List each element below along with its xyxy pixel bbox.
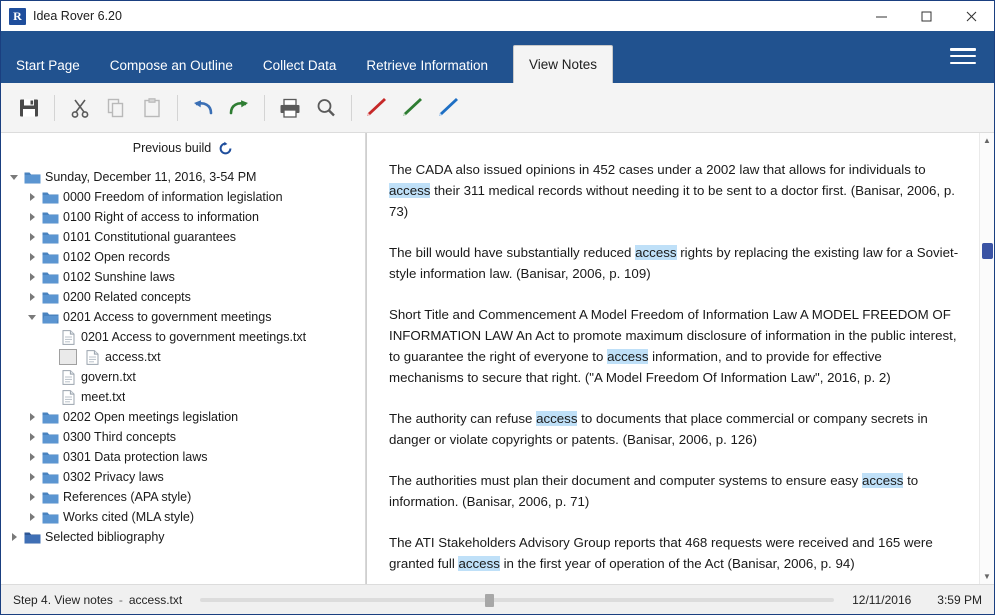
twisty-collapsed-icon[interactable] xyxy=(25,490,39,504)
scroll-up-arrow-icon[interactable]: ▲ xyxy=(983,136,991,145)
folder-icon xyxy=(41,229,59,245)
toolbar-divider xyxy=(177,95,178,121)
folder-icon xyxy=(23,169,41,185)
status-bar xyxy=(1,584,994,614)
tree-node-label: 0000 Freedom of information legislation xyxy=(63,190,283,204)
hamburger-menu-icon[interactable] xyxy=(950,45,976,67)
toolbar-divider xyxy=(351,95,352,121)
tree-node-label: 0102 Sunshine laws xyxy=(63,270,175,284)
twisty-collapsed-icon[interactable] xyxy=(25,470,39,484)
ribbon-tab-bar xyxy=(1,31,994,83)
note-text: in the first year of operation of the Act (Banisar, 2006, p. 94) xyxy=(499,556,855,571)
twisty-collapsed-icon[interactable] xyxy=(25,450,39,464)
note-paragraph xyxy=(389,532,960,574)
tree-node[interactable] xyxy=(1,267,365,287)
highlighted-keyword: access xyxy=(607,349,649,364)
highlighted-keyword: access xyxy=(536,411,578,426)
redo-button[interactable] xyxy=(221,90,257,126)
tree-node[interactable] xyxy=(1,227,365,247)
note-text: The bill would have substantially reduced xyxy=(389,245,636,260)
copy-button[interactable] xyxy=(98,90,134,126)
paste-button[interactable] xyxy=(134,90,170,126)
tree-node-label: 0100 Right of access to information xyxy=(63,210,259,224)
note-text: to information. (Banisar, 2006, p. 71) xyxy=(389,473,919,509)
document-tree[interactable] xyxy=(1,159,365,584)
tree-node[interactable] xyxy=(1,287,365,307)
folder-icon xyxy=(41,469,59,485)
status-separator: - xyxy=(118,592,123,607)
note-text: The authority can refuse xyxy=(389,411,537,426)
folder-icon xyxy=(41,509,59,525)
tree-node[interactable] xyxy=(1,327,365,347)
selection-marker xyxy=(59,349,77,365)
highlight-blue-button[interactable] xyxy=(431,90,467,126)
twisty-collapsed-icon[interactable] xyxy=(7,530,21,544)
note-paragraph xyxy=(389,304,960,388)
undo-button[interactable] xyxy=(185,90,221,126)
tree-node-label: 0302 Privacy laws xyxy=(63,470,164,484)
tree-node[interactable] xyxy=(1,387,365,407)
twisty-collapsed-icon[interactable] xyxy=(25,230,39,244)
tab-compose-an-outline[interactable]: Compose an Outline xyxy=(109,57,233,73)
notes-vertical-scrollbar[interactable] xyxy=(979,133,994,584)
twisty-collapsed-icon[interactable] xyxy=(25,290,39,304)
tree-node-label: 0101 Constitutional guarantees xyxy=(63,230,237,244)
previous-build-header[interactable] xyxy=(1,133,365,159)
note-paragraph xyxy=(389,470,960,512)
text-file-icon xyxy=(83,349,101,365)
folder-icon xyxy=(41,429,59,445)
note-paragraph xyxy=(389,159,960,222)
tree-node[interactable] xyxy=(1,447,365,467)
tree-node[interactable] xyxy=(1,347,365,367)
twisty-collapsed-icon[interactable] xyxy=(25,190,39,204)
title-bar xyxy=(1,1,994,31)
folder-icon xyxy=(41,289,59,305)
tree-node[interactable] xyxy=(1,487,365,507)
main-content xyxy=(1,133,994,584)
note-text: Short Title and Commencement A Model Freedom of Information Law A MODEL FREEDOM OF INFORMATION LAW An Act to promote maximum disclosure of information in the public interest, to guarantee the right of everyone to xyxy=(389,307,957,364)
tree-node[interactable] xyxy=(1,207,365,227)
text-file-icon xyxy=(59,329,77,345)
tree-node[interactable] xyxy=(1,187,365,207)
scrollbar-thumb[interactable] xyxy=(982,243,993,259)
tree-node[interactable] xyxy=(1,507,365,527)
tree-node-label: Sunday, December 11, 2016, 3-54 PM xyxy=(45,170,257,184)
notes-text-area[interactable] xyxy=(367,133,994,584)
folder-icon xyxy=(41,189,59,205)
note-text: to documents that place commercial or company secrets in danger or violate copyrights or patents. (Banisar, 2006, p. 126) xyxy=(389,411,928,447)
text-file-icon xyxy=(59,389,77,405)
twisty-collapsed-icon[interactable] xyxy=(25,210,39,224)
note-paragraph xyxy=(389,408,960,450)
tree-node-label: Works cited (MLA style) xyxy=(63,510,195,524)
close-icon[interactable] xyxy=(949,1,994,31)
tab-collect-data[interactable]: Collect Data xyxy=(262,57,337,73)
tree-node-label: 0201 Access to government meetings xyxy=(63,310,272,324)
app-logo-icon: R xyxy=(9,8,26,25)
folder-icon xyxy=(41,209,59,225)
window-controls xyxy=(859,1,994,31)
twisty-collapsed-icon[interactable] xyxy=(25,250,39,264)
tree-node[interactable] xyxy=(1,467,365,487)
highlight-red-button[interactable] xyxy=(359,90,395,126)
highlight-green-button[interactable] xyxy=(395,90,431,126)
status-file-name: access.txt xyxy=(128,592,183,607)
status-time: 3:59 PM xyxy=(937,592,982,607)
note-paragraph xyxy=(389,242,960,284)
toolbar xyxy=(1,83,994,133)
save-button[interactable] xyxy=(11,90,47,126)
outline-tree-pane xyxy=(1,133,366,584)
tab-view-notes[interactable]: View Notes xyxy=(513,45,613,83)
note-text: The CADA also issued opinions in 452 cases under a 2002 law that allows for individuals to xyxy=(389,162,926,177)
tree-node-label: access.txt xyxy=(105,350,161,364)
twisty-collapsed-icon[interactable] xyxy=(25,510,39,524)
notes-pane xyxy=(366,133,994,584)
tree-node-label: meet.txt xyxy=(81,390,126,404)
status-date: 12/11/2016 xyxy=(852,592,912,607)
toolbar-divider xyxy=(54,95,55,121)
twisty-expanded-icon[interactable] xyxy=(25,310,39,324)
folder-icon xyxy=(41,249,59,265)
folder-icon xyxy=(41,409,59,425)
status-step-label: Step 4. View notes xyxy=(13,592,113,607)
twisty-collapsed-icon[interactable] xyxy=(25,410,39,424)
note-text: their 311 medical records without needing it to be sent to a doctor first. (Banisar, 2006, p. 73) xyxy=(389,183,955,219)
scrollbar-track[interactable] xyxy=(980,148,995,569)
tree-node-label: Selected bibliography xyxy=(45,530,165,544)
print-button[interactable] xyxy=(272,90,308,126)
folder-open-icon xyxy=(41,309,59,325)
twisty-expanded-icon[interactable] xyxy=(7,170,21,184)
horizontal-scrollbar[interactable] xyxy=(200,594,834,606)
twisty-collapsed-icon[interactable] xyxy=(25,430,39,444)
twisty-collapsed-icon[interactable] xyxy=(25,270,39,284)
tree-node[interactable] xyxy=(1,307,365,327)
tree-node[interactable] xyxy=(1,247,365,267)
tree-node-label: 0102 Open records xyxy=(63,250,171,264)
note-text: The authorities must plan their document and computer systems to ensure easy xyxy=(389,473,863,488)
minimize-icon[interactable] xyxy=(859,1,904,31)
tab-retrieve-information[interactable]: Retrieve Information xyxy=(366,57,488,73)
folder-icon xyxy=(41,489,59,505)
highlighted-keyword: access xyxy=(458,556,500,571)
cut-button[interactable] xyxy=(62,90,98,126)
tree-node[interactable] xyxy=(1,407,365,427)
tree-node-label: References (APA style) xyxy=(63,490,192,504)
note-text: rights by replacing the existing law for a Soviet-style information law. (Banisar, 2006, p. 109) xyxy=(389,245,959,281)
tree-node-label: 0301 Data protection laws xyxy=(63,450,208,464)
folder-icon xyxy=(41,269,59,285)
find-button[interactable] xyxy=(308,90,344,126)
tree-node[interactable] xyxy=(1,527,365,547)
tree-node[interactable] xyxy=(1,427,365,447)
tree-node-label: 0200 Related concepts xyxy=(63,290,191,304)
maximize-icon[interactable] xyxy=(904,1,949,31)
folder-bibliography-icon xyxy=(23,529,41,545)
highlighted-keyword: access xyxy=(389,183,431,198)
tree-node-label: govern.txt xyxy=(81,370,136,384)
note-text: information, and to provide for effective mechanisms to secure that right. ("A Model Freedom Of Information Law", 2016, p. 2) xyxy=(389,349,891,385)
scroll-down-arrow-icon[interactable]: ▼ xyxy=(983,572,991,581)
tree-node-label: 0300 Third concepts xyxy=(63,430,177,444)
tree-node[interactable] xyxy=(1,367,365,387)
text-file-icon xyxy=(59,369,77,385)
horizontal-scrollbar-track[interactable] xyxy=(200,598,834,602)
tree-node-label: 0201 Access to government meetings.txt xyxy=(81,330,307,344)
toolbar-divider xyxy=(264,95,265,121)
highlighted-keyword: access xyxy=(635,245,677,260)
tab-start-page[interactable]: Start Page xyxy=(16,57,80,73)
highlighted-keyword: access xyxy=(862,473,904,488)
tree-node[interactable] xyxy=(1,167,365,187)
horizontal-scrollbar-thumb[interactable] xyxy=(485,594,494,607)
previous-build-label: Previous build xyxy=(132,141,212,155)
window-title: Idea Rover 6.20 xyxy=(33,9,122,23)
folder-icon xyxy=(41,449,59,465)
note-text: The ATI Stakeholders Advisory Group reports that 468 requests were received and 165 were granted full xyxy=(389,535,933,571)
tree-node-label: 0202 Open meetings legislation xyxy=(63,410,239,424)
refresh-circle-icon[interactable] xyxy=(218,141,233,156)
